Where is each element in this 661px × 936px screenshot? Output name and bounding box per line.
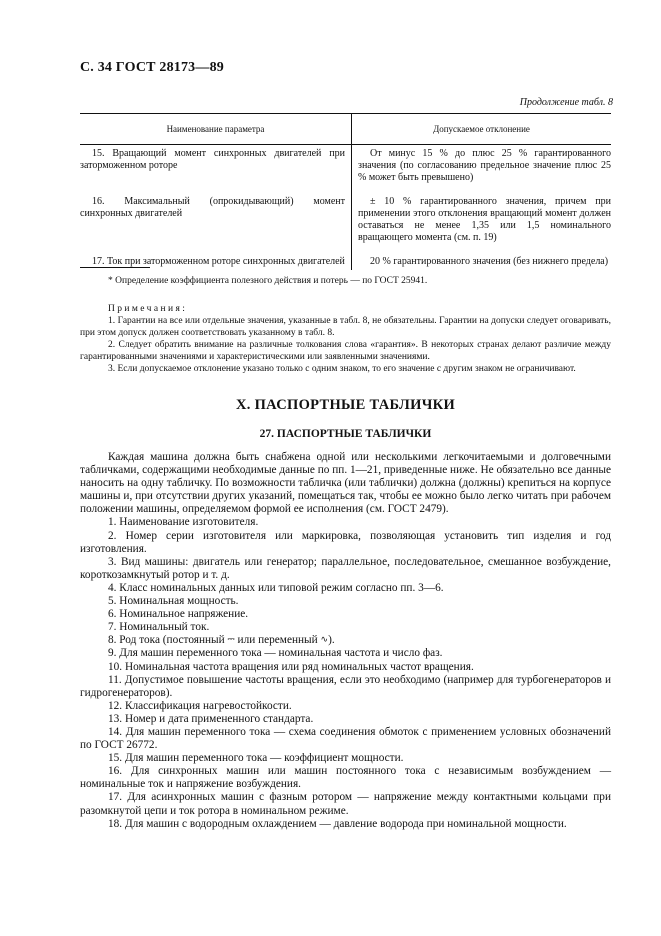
table-cell-deviation: ± 10 % гарантированного значения, причем при применении этого отклонения вращающий момент должен оставаться не менее 1,35 или 1,5 номинального вращающего момента (см. п. 19) xyxy=(358,196,611,243)
note-item: 2. Следует обратить внимание на различные толкования слова «гарантия». В некоторых странах делают различие между гарантированными значениями и характеристическими или заявленными значениями. xyxy=(80,340,611,362)
list-item: 2. Номер серии изготовителя или маркировка, позволяющая установить тип изделия и год изготовления. xyxy=(80,529,611,555)
table-row xyxy=(80,196,611,256)
section-body xyxy=(80,451,611,831)
list-item: 12. Классификация нагревостойкости. xyxy=(108,699,292,712)
subsection-title: 27. ПАСПОРТНЫЕ ТАБЛИЧКИ xyxy=(259,428,432,440)
notes-block xyxy=(80,303,611,375)
list-item: 11. Допустимое повышение частоты вращения, если это необходимо (например для турбогенераторов и гидрогенераторов). xyxy=(80,673,611,699)
list-item: 6. Номинальное напряжение. xyxy=(108,608,249,621)
table-cell-parameter: 17. Ток при заторможенном роторе синхронных двигателей xyxy=(80,256,352,270)
direct-current-symbol-icon: ⎓ xyxy=(227,635,235,646)
page-header: С. 34 ГОСТ 28173—89 xyxy=(80,60,224,75)
list-item: 1. Наименование изготовителя. xyxy=(108,516,259,529)
table-cell-deviation: От минус 15 % до плюс 25 % гарантированного значения (по согласованию предельное значение плюс 25 % может быть превышено) xyxy=(358,148,611,183)
column-header-parameter: Наименование параметра xyxy=(80,114,352,145)
note-item: 1. Гарантии на все или отдельные значения, указанные в табл. 8, не обязательны. Гарантии на допуски следует оговаривать, при этом допуск должен соответствовать указанному в табл. 8. xyxy=(80,316,611,338)
tolerance-table xyxy=(80,113,611,270)
table-row xyxy=(80,145,611,197)
list-item: 3. Вид машины: двигатель или генератор; параллельное, последовательное, смешанное возбуждение, короткозамкнутый ротор и т. д. xyxy=(80,555,611,581)
list-item: 15. Для машин переменного тока — коэффициент мощности. xyxy=(108,752,404,765)
item8-suffix: ). xyxy=(328,634,335,647)
list-item: 18. Для машин с водородным охлаждением — давление водорода при номинальной мощности. xyxy=(108,817,567,830)
note-item: 3. Если допускаемое отклонение указано только с одним знаком, то его значение с другим знаком не ограничивают. xyxy=(108,364,576,374)
list-item: 4. Класс номинальных данных или типовой режим согласно пп. 3—6. xyxy=(108,581,444,594)
section-title: X. ПАСПОРТНЫЕ ТАБЛИЧКИ xyxy=(235,397,456,413)
item8-middle: или переменный xyxy=(234,634,321,647)
list-item: 14. Для машин переменного тока — схема соединения обмоток с применением условных обозначений по ГОСТ 26772. xyxy=(80,725,611,752)
alternating-current-symbol-icon: ∿ xyxy=(320,635,329,646)
table-header-row xyxy=(80,114,611,145)
item8-prefix: 8. Род тока (постоянный xyxy=(108,634,228,647)
table-continuation-label: Продолжение табл. 8 xyxy=(519,97,613,108)
table-row xyxy=(80,256,611,270)
list-item: 7. Номинальный ток. xyxy=(108,621,210,634)
notes-heading: Примечания: xyxy=(108,304,188,314)
footnote-divider xyxy=(80,267,150,268)
list-item: 13. Номер и дата примененного стандарта. xyxy=(108,712,314,725)
column-header-deviation: Допускаемое отклонение xyxy=(352,114,612,145)
list-item: 17. Для асинхронных машин с фазным ротором — напряжение между контактными кольцами при разомкнутой цепи и ток ротора в номинальном режиме. xyxy=(80,791,611,817)
table-cell-parameter: 15. Вращающий момент синхронных двигателей при заторможенном роторе xyxy=(80,145,352,197)
table-cell-parameter: 16. Максимальный (опрокидывающий) момент синхронных двигателей xyxy=(80,196,352,256)
list-item-current-type xyxy=(80,634,611,647)
list-item: 9. Для машин переменного тока — номинальная частота и число фаз. xyxy=(108,647,443,660)
list-item: 5. Номинальная мощность. xyxy=(108,595,239,608)
list-item: 10. Номинальная частота вращения или ряд номинальных частот вращения. xyxy=(108,660,474,673)
table-cell-deviation: 20 % гарантированного значения (без нижнего предела) xyxy=(370,256,609,267)
list-item: 16. Для синхронных машин или машин постоянного тока с независимым возбуждением — номинальные ток и напряжение возбуждения. xyxy=(80,765,611,791)
footnote: * Определение коэффициента полезного действия и потерь — по ГОСТ 25941. xyxy=(108,276,428,286)
intro-paragraph: Каждая машина должна быть снабжена одной или несколькими легкочитаемыми и долговечными табличками, содержащими необходимые данные по пп. 1—21, приведенные ниже. Не обязательно все данные наносить на одну табличку. По возможности табличка (или таблички) должна (должны) крепиться на корпусе машины и, при отсутствии других указаний, помещаться так, чтобы ее можно было легко читать при рабочем положении машины, определяемом формой ее исполнения (см. ГОСТ 2479). xyxy=(80,451,611,516)
